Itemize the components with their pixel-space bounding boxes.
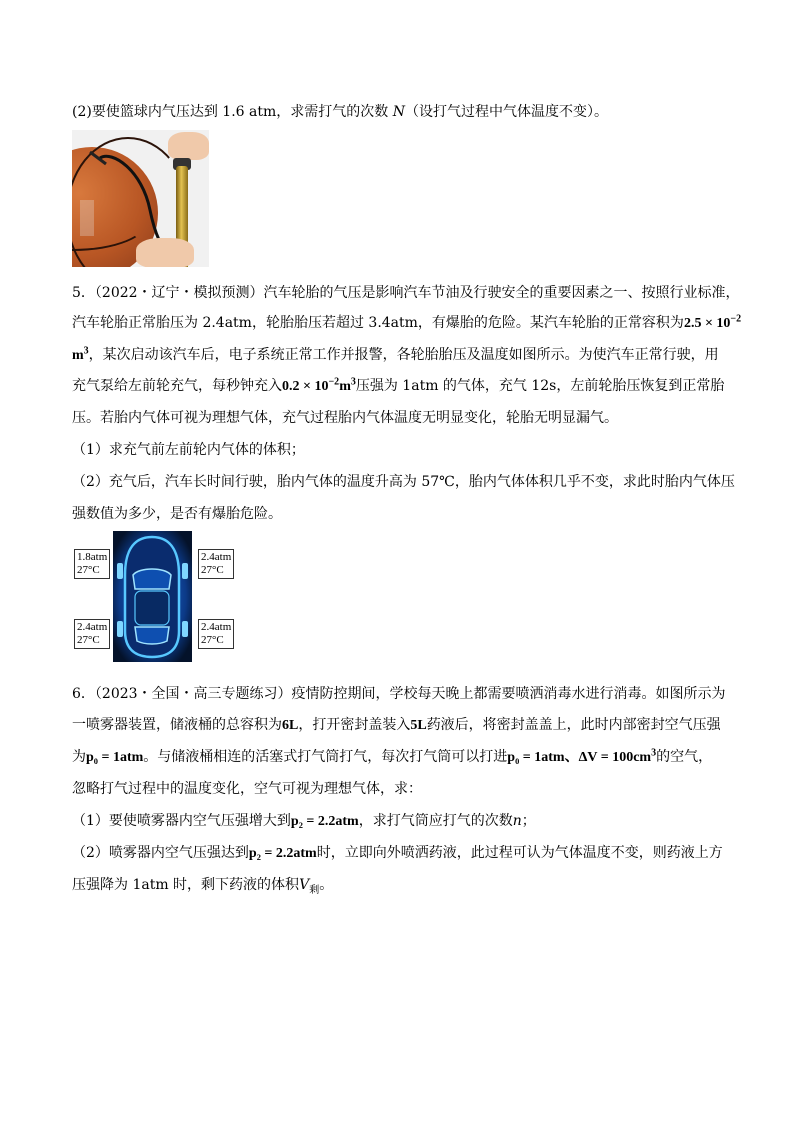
basketball-pump-image [72,130,209,267]
rear-right-temp: 27°C [201,634,224,646]
q5-line-2 [72,314,741,333]
front-left-temp: 27°C [77,564,100,576]
q6-line-3 [72,748,712,767]
rear-left-temp: 27°C [77,634,100,646]
q6-part1-c: ； [521,813,536,829]
q6-part1-a: （1）要使喷雾器内空气压强增大到 [72,813,291,829]
q5-line-4-a: 充气泵给左前轮充气，每秒钟充入 [72,378,282,394]
q6-part2-line-2-a: 压强降为 1atm 时，剩下药液的体积 [72,877,300,893]
q6-remaining-volume-sub: 剩 [309,884,320,896]
q5-volume-math [683,313,742,331]
q5-rate-base: 0.2 × 10 [282,379,329,394]
q5-line-5: 压。若胎内气体可视为理想气体，充气过程胎内气体温度无明显变化，轮胎无明显漏气。 [72,410,618,426]
q4-part2-var: N [392,104,405,120]
q6-line-3-a: 为 [72,749,86,765]
q5-unit-exp: 3 [83,345,89,357]
upper-hand [168,132,209,160]
q6-pump-stroke-exp: 3 [651,747,657,759]
q6-part2-line-1 [72,844,723,863]
q6-line-2 [72,716,721,735]
car-top-view-image [113,531,192,662]
q5-line-4 [72,377,724,396]
q5-line-3 [72,346,719,365]
q6-part1-b: ，求打气筒应打气的次数 [358,813,513,829]
q6-part1-var: n [512,813,522,829]
q5-line-2-text: 汽车轮胎正常胎压为 2.4atm，轮胎胎压若超过 3.4atm，有爆胎的危险。某汽车轮胎的正常容积为 [72,315,684,331]
q6-part2-a: （2）喷雾器内空气压强达到 [72,845,249,861]
q6-line-3-b: 。与储液桶相连的活塞式打气筒打气，每次打气筒可以打进 [143,749,508,765]
q4-part2-suffix: （设打气过程中气体温度不变）。 [404,104,608,120]
q6-part2-line-2 [72,876,333,894]
q5-part2-line-2: 强数值为多少，是否有爆胎危险。 [72,506,282,522]
q4-part2-line [72,103,608,121]
q6-line-2-c: 药液后，将密封盖盖上，此时内部密封空气压强 [426,717,721,733]
q5-volume-unit [72,345,89,363]
q5-rate-unit-exp: 3 [350,376,356,388]
car-outline [113,531,192,662]
q5-unit-m: m [72,348,84,363]
q6-liquid-volume: 5L [410,718,427,733]
q5-volume-base: 2.5 × 10 [683,316,731,331]
front-left-tire-label [74,549,110,579]
q5-line-4-b: 压强为 1atm 的气体，充气 12s，左前轮胎压恢复到正常胎 [355,378,725,394]
q5-line-3-text: ，某次启动该汽车后，电子系统正常工作并报警，各轮胎胎压及温度如图所示。为使汽车正常行驶，用 [88,347,719,363]
rear-left-pressure: 2.4atm [77,621,108,633]
q6-pump-stroke-text: p₀ = 1atm、ΔV = 100cm [507,750,652,765]
front-right-temp: 27°C [201,564,224,576]
q6-pump-stroke [507,747,657,765]
lower-hand [136,238,194,267]
q5-part2-line-1: （2）充气后，汽车长时间行驶，胎内气体的温度升高为 57℃，胎内气体体积几乎不变，求此时胎内气体压 [72,474,735,490]
rear-right-tire-label [198,619,234,649]
q6-remaining-volume-var: V [299,877,310,893]
q6-part1-target-pressure: p₂ = 2.2atm [290,814,359,829]
q6-line-3-c: 的空气， [656,749,713,765]
q4-part2-prefix: (2)要使篮球内气压达到 1.6 atm，求需打气的次数 [72,104,393,120]
q6-part2-line-2-c: 。 [319,877,334,893]
q6-line-1: 6．（2023・全国・高三专题练习）疫情防控期间，学校每天晚上都需要喷洒消毒水进行消毒。如图所示为 [72,686,726,702]
q5-part1: （1）求充气前左前轮内气体的体积； [72,442,305,458]
q6-part1 [72,812,536,831]
q6-part2-b: 时，立即向外喷洒药液，此过程可认为气体温度不变，则药液上方 [316,845,723,861]
q5-rate-exp: −2 [328,376,340,388]
q6-line-2-a: 一喷雾器装置，储液桶的总容积为 [72,717,282,733]
rear-right-pressure: 2.4atm [201,621,232,633]
front-right-pressure: 2.4atm [201,551,232,563]
q6-initial-pressure: p₀ = 1atm [86,750,144,765]
q6-part2-pressure: p₂ = 2.2atm [248,846,317,861]
q6-line-4: 忽略打气过程中的温度变化，空气可视为理想气体，求： [72,781,422,797]
q5-volume-exp: −2 [730,313,742,325]
q6-total-volume: 6L [282,718,299,733]
q6-line-2-b: ，打开密封盖装入 [298,717,411,733]
q5-line-1: 5．（2022・辽宁・模拟预测）汽车轮胎的气压是影响汽车节油及行驶安全的重要因素之一、按照行业标准， [72,285,740,301]
front-right-tire-label [198,549,234,579]
q5-rate-math [282,376,356,394]
rear-left-tire-label [74,619,110,649]
front-left-pressure: 1.8atm [77,551,108,563]
q5-rate-unit: m [339,379,351,394]
